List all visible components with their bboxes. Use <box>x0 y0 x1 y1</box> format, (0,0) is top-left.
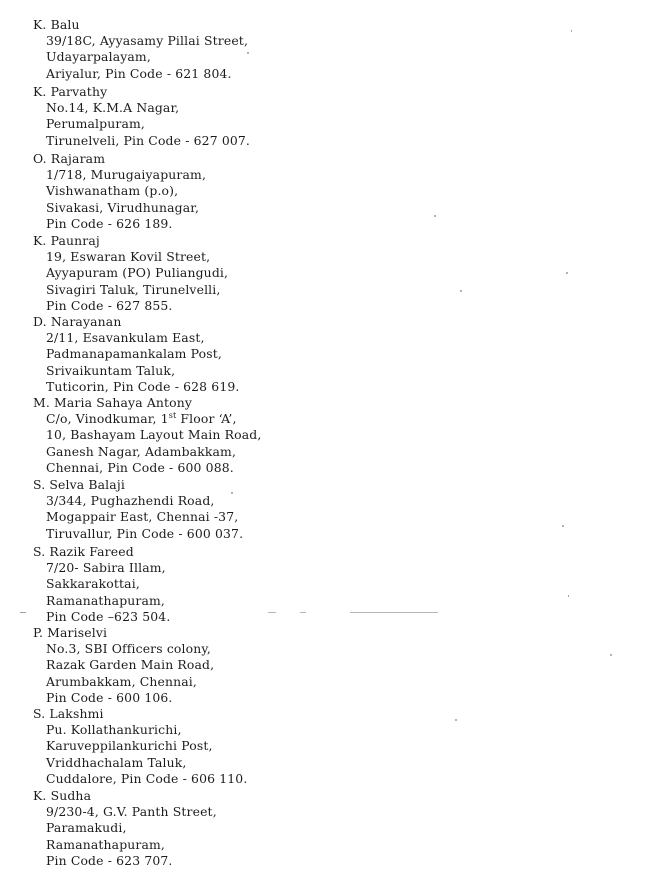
address-line: Karuveppilankurichi Post, <box>46 738 213 754</box>
address-entry <box>33 395 453 476</box>
address-entry <box>33 625 453 706</box>
entry-name: K. Paunraj <box>33 233 100 248</box>
address-line: No.3, SBI Officers colony, <box>46 641 211 657</box>
address-line: Tirunelveli, Pin Code - 627 007. <box>46 132 251 148</box>
address-line: Paramakudi, <box>46 820 127 836</box>
address-line: Pin Code - 626 189. <box>46 215 173 231</box>
address-line: Chennai, Pin Code - 600 088. <box>46 459 234 475</box>
scan-line <box>350 612 438 613</box>
address-line: 9/230-4, G.V. Panth Street, <box>46 804 217 820</box>
address-line: Razak Garden Main Road, <box>46 657 215 673</box>
entry-name: S. Razik Fareed <box>33 544 134 559</box>
address-line: 10, Bashayam Layout Main Road, <box>46 427 262 443</box>
address-line: Perumalpuram, <box>46 116 145 132</box>
address-entry <box>33 788 453 869</box>
address-line: Padmanapamankalam Post, <box>46 346 222 362</box>
scan-speck <box>20 612 26 613</box>
address-line: 2/11, Esavankulam East, <box>46 330 205 346</box>
scan-speck <box>247 52 249 54</box>
address-line: Srivaikuntam Taluk, <box>46 362 176 378</box>
address-line: Pin Code –623 504. <box>46 608 171 624</box>
entry-name: S. Selva Balaji <box>33 477 125 492</box>
scan-speck <box>610 654 612 656</box>
address-line: Vriddhachalam Taluk, <box>46 754 187 770</box>
address-line: C/o, Vinodkumar, 1st Floor ‘A’, <box>46 411 237 427</box>
entry-name: K. Sudha <box>33 788 92 803</box>
address-entry <box>33 17 453 82</box>
address-entry <box>33 151 453 232</box>
scan-speck <box>434 215 436 217</box>
address-entry <box>33 706 453 787</box>
scan-speck <box>231 492 233 494</box>
scan-speck <box>562 525 564 527</box>
entry-name: M. Maria Sahaya Antony <box>33 395 193 410</box>
entry-name: K. Balu <box>33 17 80 32</box>
address-line: Udayarpalayam, <box>46 49 151 65</box>
address-entry <box>33 477 453 542</box>
address-line: Ariyalur, Pin Code - 621 804. <box>46 65 232 81</box>
address-line: Tuticorin, Pin Code - 628 619. <box>46 378 240 394</box>
scan-speck <box>460 290 462 292</box>
address-line: Mogappair East, Chennai -37, <box>46 509 239 525</box>
address-line: No.14, K.M.A Nagar, <box>46 100 180 116</box>
scan-speck <box>571 30 572 32</box>
address-entry <box>33 233 453 314</box>
entry-name: K. Parvathy <box>33 84 108 99</box>
entry-name: O. Rajaram <box>33 151 106 166</box>
address-line: 19, Eswaran Kovil Street, <box>46 249 211 265</box>
address-line: Pu. Kollathankurichi, <box>46 722 182 738</box>
address-line: Tiruvallur, Pin Code - 600 037. <box>46 525 244 541</box>
address-line: Pin Code - 627 855. <box>46 297 173 313</box>
scan-speck <box>455 719 457 721</box>
address-line: Ayyapuram (PO) Puliangudi, <box>46 265 229 281</box>
address-line: Sivagiri Taluk, Tirunelvelli, <box>46 281 221 297</box>
address-line: 1/718, Murugaiyapuram, <box>46 167 207 183</box>
address-line: Ramanathapuram, <box>46 592 166 608</box>
address-line: Sakkarakottai, <box>46 576 140 592</box>
address-line: Ramanathapuram, <box>46 836 166 852</box>
address-line: 3/344, Pughazhendi Road, <box>46 493 215 509</box>
address-line: Arumbakkam, Chennai, <box>46 673 197 689</box>
entry-name: D. Narayanan <box>33 314 122 329</box>
address-line: Ganesh Nagar, Adambakkam, <box>46 443 237 459</box>
entry-name: S. Lakshmi <box>33 706 104 721</box>
scan-speck <box>566 272 568 274</box>
scan-line <box>300 612 306 613</box>
address-line: Pin Code - 600 106. <box>46 689 173 705</box>
scan-speck <box>568 595 569 597</box>
address-entry <box>33 84 453 149</box>
address-line: Cuddalore, Pin Code - 606 110. <box>46 770 248 786</box>
address-line: Sivakasi, Virudhunagar, <box>46 199 200 215</box>
address-line: 7/20- Sabira Illam, <box>46 560 166 576</box>
address-line: Pin Code - 623 707. <box>46 852 173 868</box>
address-line: 39/18C, Ayyasamy Pillai Street, <box>46 33 249 49</box>
scan-line <box>268 612 276 613</box>
address-entry <box>33 314 453 395</box>
entry-name: P. Mariselvi <box>33 625 108 640</box>
address-line: Vishwanatham (p.o), <box>46 183 179 199</box>
